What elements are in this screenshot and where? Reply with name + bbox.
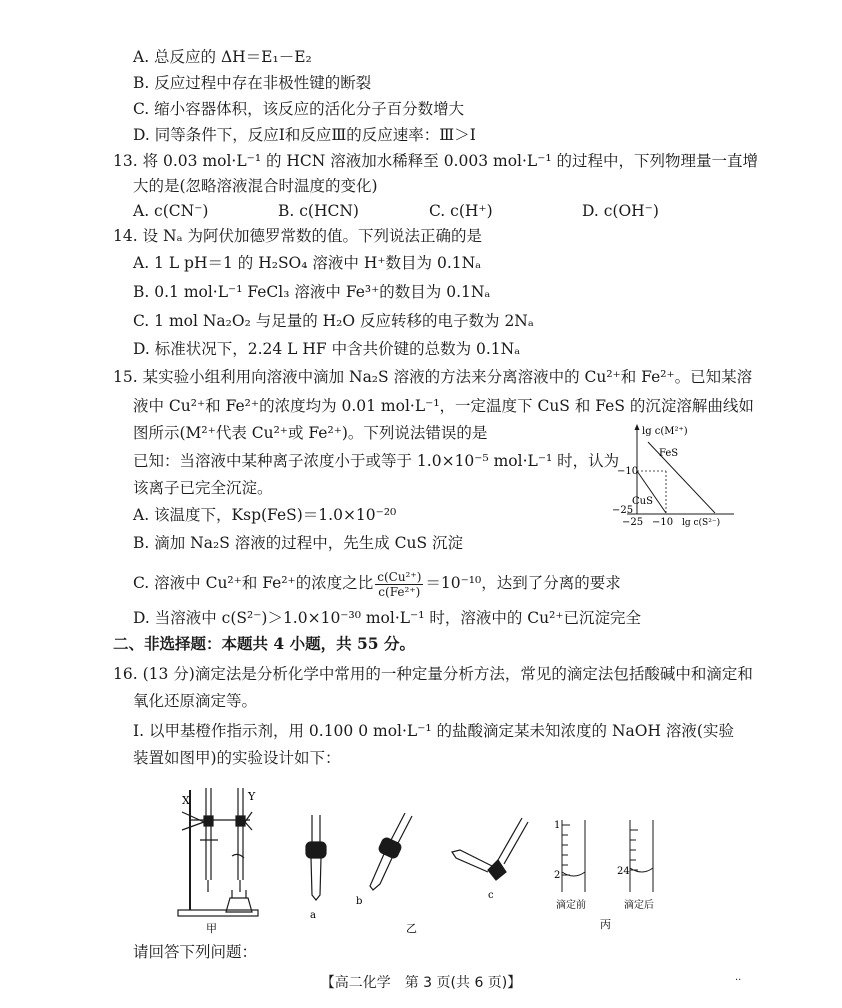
fraction-denominator: c(Fe²⁺)	[378, 584, 421, 599]
label-b: b	[356, 896, 363, 907]
q12-option-a: A. 总反应的 ΔH＝E₁－E₂	[133, 48, 312, 66]
label-jia: 甲	[206, 922, 217, 935]
q15-stem-line1: 15. 某实验小组利用向溶液中滴加 Na₂S 溶液的方法来分离溶液中的 Cu²⁺和 Fe²⁺。已知某溶	[113, 368, 753, 386]
label-a: a	[310, 910, 316, 921]
page-footer: 【高二化学 第 3 页(共 6 页)】	[320, 975, 522, 991]
q15-option-c-suffix: ＝10⁻¹⁰，达到了分离的要求	[425, 574, 621, 592]
q14-option-b: B. 0.1 mol·L⁻¹ FeCl₃ 溶液中 Fe³⁺的数目为 0.1Nₐ	[133, 283, 491, 301]
q15-option-c-prefix: C. 溶液中 Cu²⁺和 Fe²⁺的浓度之比	[133, 574, 374, 592]
fes-label: FeS	[659, 448, 679, 459]
corner-mark: ··	[735, 975, 742, 986]
q15-option-c	[133, 566, 621, 600]
figure-bing-readings	[562, 820, 653, 892]
q12-option-d: D. 同等条件下，反应Ⅰ和反应Ⅲ的反应速率：Ⅲ＞Ⅰ	[133, 126, 476, 144]
fraction-numerator: c(Cu²⁺)	[377, 569, 422, 584]
graph-y-axis-label: lg c(M²⁺)	[642, 426, 688, 437]
q16-part1-line2: 装置如图甲)的实验设计如下：	[133, 749, 341, 767]
cus-label: CuS	[632, 496, 653, 507]
graph-x-tick-minus25: −25	[622, 517, 644, 528]
titration-apparatus-figure	[170, 780, 690, 940]
label-yi: 乙	[406, 922, 417, 935]
q15-stem-line4: 已知：当溶液中某种离子浓度小于或等于 1.0×10⁻⁵ mol·L⁻¹ 时，认为	[133, 452, 620, 470]
q16-part1-line1: Ⅰ. 以甲基橙作指示剂，用 0.100 0 mol·L⁻¹ 的盐酸滴定某未知浓度的 NaOH 溶液(实验	[133, 722, 734, 740]
label-before: 滴定前	[556, 900, 586, 911]
graph-y-tick-minus10: −10	[617, 466, 639, 477]
q14-stem: 14. 设 Nₐ 为阿伏加德罗常数的值。下列说法正确的是	[113, 227, 482, 245]
q13-option-a: A. c(CN⁻)	[133, 202, 209, 220]
tick-2: 2	[554, 870, 561, 881]
q13-option-d: D. c(OH⁻)	[582, 202, 659, 220]
q12-option-b: B. 反应过程中存在非极性键的断裂	[133, 74, 372, 92]
graph-x-tick-minus10: −10	[652, 517, 674, 528]
q13-option-b: B. c(HCN)	[278, 202, 359, 220]
label-c: c	[488, 890, 494, 901]
graph-x-axis-label: lg c(S²⁻)	[682, 518, 721, 528]
q15-stem-line5: 该离子已完全沉淀。	[133, 479, 273, 497]
tick-1: 1	[554, 820, 561, 831]
section-heading: 二、非选择题：本题共 4 小题，共 55 分。	[113, 634, 415, 653]
label-bing: 丙	[600, 918, 611, 931]
q16-stem-line1: 16. (13 分)滴定法是分析化学中常用的一种定量分析方法，常见的滴定法包括酸碱中和滴定和	[113, 665, 753, 683]
figure-yi-tips	[306, 813, 528, 900]
q13-option-c: C. c(H⁺)	[429, 202, 493, 220]
q15-option-b: B. 滴加 Na₂S 溶液的过程中，先生成 CuS 沉淀	[133, 534, 464, 552]
concentration-ratio-fraction	[375, 570, 423, 599]
q14-option-a: A. 1 L pH＝1 的 H₂SO₄ 溶液中 H⁺数目为 0.1Nₐ	[133, 254, 482, 272]
solubility-curve-graph	[612, 420, 737, 530]
q13-stem-line1: 13. 将 0.03 mol·L⁻¹ 的 HCN 溶液加水稀释至 0.003 mol·L⁻¹ 的过程中，下列物理量一直增	[113, 152, 759, 170]
label-x: X	[182, 794, 190, 807]
figure-jia-stand	[178, 788, 258, 916]
q15-stem-line3: 图所示(M²⁺代表 Cu²⁺或 Fe²⁺)。下列说法错误的是	[133, 424, 488, 442]
tick-24: 24	[617, 866, 630, 877]
q13-stem-line2: 大的是(忽略溶液混合时温度的变化)	[133, 177, 378, 195]
q14-option-c: C. 1 mol Na₂O₂ 与足量的 H₂O 反应转移的电子数为 2Nₐ	[133, 312, 534, 330]
q12-option-c: C. 缩小容器体积，该反应的活化分子百分数增大	[133, 100, 465, 118]
graph-y-tick-minus25: −25	[612, 505, 634, 516]
q14-option-d: D. 标准状况下，2.24 L HF 中含共价键的总数为 0.1Nₐ	[133, 340, 521, 358]
q15-option-a: A. 该温度下，Ksp(FeS)＝1.0×10⁻²⁰	[133, 506, 397, 524]
answer-prompt: 请回答下列问题：	[133, 943, 258, 961]
q16-stem-line2: 氧化还原滴定等。	[133, 692, 258, 710]
label-y: Y	[248, 790, 256, 803]
q15-stem-line2: 液中 Cu²⁺和 Fe²⁺的浓度均为 0.01 mol·L⁻¹，一定温度下 CuS 和 FeS 的沉淀溶解曲线如	[133, 397, 754, 415]
q15-option-d: D. 当溶液中 c(S²⁻)＞1.0×10⁻³⁰ mol·L⁻¹ 时，溶液中的 Cu²⁺已沉淀完全	[133, 609, 642, 627]
label-after: 滴定后	[624, 900, 654, 911]
